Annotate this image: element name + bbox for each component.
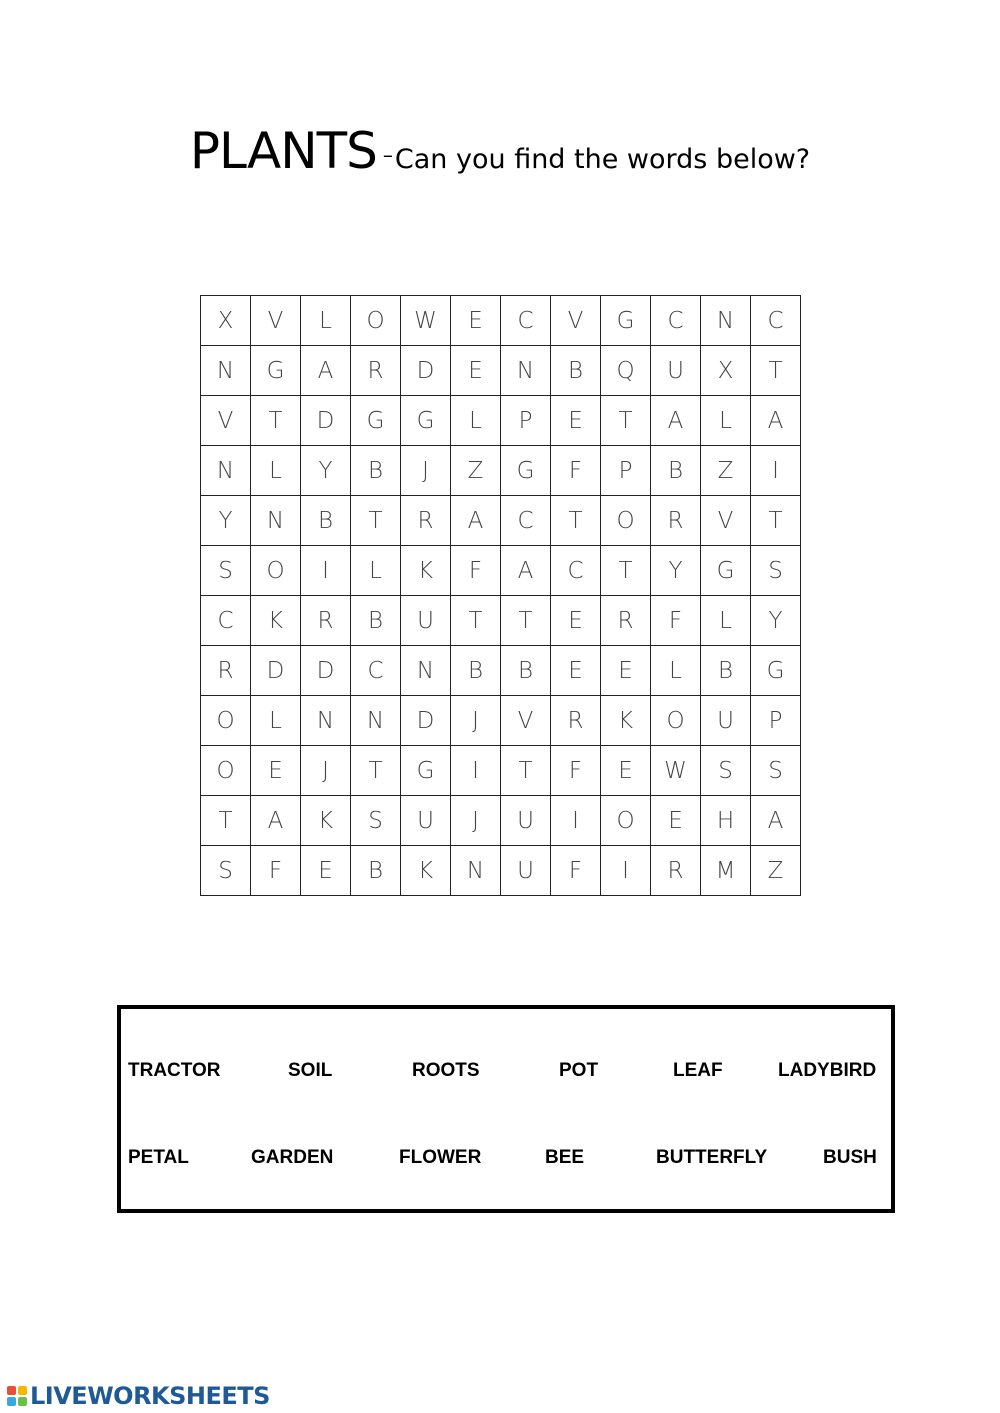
grid-cell[interactable]: C — [651, 296, 701, 346]
logo-square — [18, 1397, 27, 1406]
grid-cell[interactable]: S — [351, 796, 401, 846]
grid-cell[interactable]: C — [351, 646, 401, 696]
grid-cell[interactable]: L — [251, 446, 301, 496]
logo-square — [7, 1386, 16, 1395]
grid-cell[interactable]: U — [401, 796, 451, 846]
grid-cell[interactable]: G — [351, 396, 401, 446]
grid-cell[interactable]: K — [301, 796, 351, 846]
grid-cell[interactable]: I — [751, 446, 801, 496]
grid-cell[interactable]: H — [701, 796, 751, 846]
grid-cell[interactable]: I — [301, 546, 351, 596]
grid-cell[interactable]: J — [451, 796, 501, 846]
grid-cell[interactable]: A — [301, 346, 351, 396]
grid-cell[interactable]: Y — [301, 446, 351, 496]
grid-cell[interactable]: V — [551, 296, 601, 346]
grid-cell[interactable]: A — [751, 396, 801, 446]
grid-cell[interactable]: N — [501, 346, 551, 396]
grid-cell[interactable]: R — [301, 596, 351, 646]
grid-cell[interactable]: U — [701, 696, 751, 746]
grid-cell[interactable]: V — [501, 696, 551, 746]
grid-cell[interactable]: L — [701, 596, 751, 646]
grid-cell[interactable]: K — [401, 546, 451, 596]
grid-cell[interactable]: Y — [651, 546, 701, 596]
grid-cell[interactable]: B — [351, 596, 401, 646]
grid-cell[interactable]: W — [651, 746, 701, 796]
word-list-box — [117, 1005, 895, 1213]
word-soil: SOIL — [288, 1060, 333, 1081]
grid-cell[interactable]: C — [501, 496, 551, 546]
title-main: PLANTS — [189, 122, 377, 180]
word-butterfly: BUTTERFLY — [656, 1147, 768, 1168]
grid-cell[interactable]: P — [601, 446, 651, 496]
grid-cell[interactable]: Y — [201, 496, 251, 546]
word-ladybird: LADYBIRD — [778, 1060, 877, 1081]
grid-cell[interactable]: D — [251, 646, 301, 696]
grid-cell[interactable]: N — [301, 696, 351, 746]
grid-cell[interactable]: B — [351, 846, 401, 896]
grid-cell[interactable]: T — [251, 396, 301, 446]
word-petal: PETAL — [128, 1147, 189, 1168]
grid-cell[interactable]: S — [201, 546, 251, 596]
grid-cell[interactable]: K — [401, 846, 451, 896]
grid-cell[interactable]: Z — [451, 446, 501, 496]
grid-cell[interactable]: N — [701, 296, 751, 346]
grid-cell[interactable]: B — [451, 646, 501, 696]
word-leaf: LEAF — [673, 1060, 723, 1081]
title-dash: – — [382, 143, 393, 167]
page-title — [0, 122, 1000, 180]
grid-cell[interactable]: W — [401, 296, 451, 346]
grid-cell[interactable]: U — [501, 846, 551, 896]
grid-cell[interactable]: C — [201, 596, 251, 646]
grid-cell[interactable]: K — [251, 596, 301, 646]
grid-cell[interactable]: P — [751, 696, 801, 746]
grid-cell[interactable]: Z — [751, 846, 801, 896]
grid-cell[interactable]: F — [251, 846, 301, 896]
grid-cell[interactable]: L — [651, 646, 701, 696]
grid-cell[interactable]: N — [351, 696, 401, 746]
grid-cell[interactable]: N — [401, 646, 451, 696]
logo-square — [18, 1386, 27, 1395]
grid-cell[interactable]: T — [751, 496, 801, 546]
grid-cell[interactable]: J — [301, 746, 351, 796]
grid-cell[interactable]: B — [351, 446, 401, 496]
grid-cell[interactable]: R — [401, 496, 451, 546]
grid-cell[interactable]: E — [301, 846, 351, 896]
grid-cell[interactable]: E — [601, 646, 651, 696]
grid-cell[interactable]: L — [451, 396, 501, 446]
grid-cell[interactable]: Q — [601, 346, 651, 396]
grid-cell[interactable]: T — [501, 746, 551, 796]
grid-cell[interactable]: D — [401, 696, 451, 746]
grid-cell[interactable]: B — [701, 646, 751, 696]
grid-cell[interactable]: C — [551, 546, 601, 596]
grid-cell[interactable]: L — [351, 546, 401, 596]
grid-cell[interactable]: T — [551, 496, 601, 546]
grid-cell[interactable]: X — [201, 296, 251, 346]
word-roots: ROOTS — [412, 1060, 480, 1081]
grid-cell[interactable]: A — [751, 796, 801, 846]
grid-cell[interactable]: N — [201, 346, 251, 396]
word-flower: FLOWER — [399, 1147, 482, 1168]
grid-cell[interactable]: Y — [751, 596, 801, 646]
grid-cell[interactable]: I — [551, 796, 601, 846]
grid-cell[interactable]: C — [751, 296, 801, 346]
grid-cell[interactable]: O — [251, 546, 301, 596]
grid-cell[interactable]: R — [351, 346, 401, 396]
grid-cell[interactable]: T — [751, 346, 801, 396]
grid-cell[interactable]: E — [601, 746, 651, 796]
grid-cell[interactable]: B — [651, 446, 701, 496]
grid-cell[interactable]: T — [601, 396, 651, 446]
grid-cell[interactable]: Z — [701, 446, 751, 496]
grid-cell[interactable]: J — [451, 696, 501, 746]
grid-cell[interactable]: R — [551, 696, 601, 746]
word-search-grid — [200, 295, 801, 896]
grid-cell[interactable]: F — [551, 846, 601, 896]
grid-cell[interactable]: T — [201, 796, 251, 846]
grid-cell[interactable]: V — [201, 396, 251, 446]
grid-cell[interactable]: B — [301, 496, 351, 546]
grid-cell[interactable]: G — [401, 746, 451, 796]
grid-cell[interactable]: E — [651, 796, 701, 846]
grid-cell[interactable]: D — [401, 346, 451, 396]
grid-cell[interactable]: N — [451, 846, 501, 896]
grid-cell[interactable]: J — [401, 446, 451, 496]
grid-cell[interactable]: N — [251, 496, 301, 546]
grid-cell[interactable]: O — [651, 696, 701, 746]
grid-cell[interactable]: T — [501, 596, 551, 646]
grid-cell[interactable]: R — [651, 496, 701, 546]
grid-cell[interactable]: B — [501, 646, 551, 696]
grid-cell[interactable]: O — [601, 796, 651, 846]
grid-cell[interactable]: F — [551, 746, 601, 796]
grid-cell[interactable]: E — [551, 396, 601, 446]
grid-cell[interactable]: N — [201, 446, 251, 496]
grid-cell[interactable]: X — [701, 346, 751, 396]
grid-cell[interactable]: M — [701, 846, 751, 896]
grid-cell[interactable]: G — [251, 346, 301, 396]
grid-cell[interactable]: E — [251, 746, 301, 796]
grid-cell[interactable]: O — [201, 696, 251, 746]
grid-cell[interactable]: L — [301, 296, 351, 346]
title-subtitle: Can you find the words below? — [394, 144, 811, 175]
word-bee: BEE — [545, 1147, 585, 1168]
grid-cell[interactable]: L — [251, 696, 301, 746]
grid-cell[interactable]: G — [501, 446, 551, 496]
grid-cell[interactable]: E — [551, 596, 601, 646]
grid-cell[interactable]: V — [251, 296, 301, 346]
grid-cell[interactable]: G — [401, 396, 451, 446]
grid-cell[interactable]: T — [351, 746, 401, 796]
grid-cell[interactable]: E — [451, 296, 501, 346]
grid-cell[interactable]: F — [651, 596, 701, 646]
grid-cell[interactable]: E — [451, 346, 501, 396]
grid-cell[interactable]: A — [501, 546, 551, 596]
grid-cell[interactable]: G — [601, 296, 651, 346]
grid-cell[interactable]: R — [601, 596, 651, 646]
grid-cell[interactable]: S — [751, 746, 801, 796]
grid-cell[interactable]: C — [501, 296, 551, 346]
grid-cell[interactable]: T — [451, 596, 501, 646]
grid-cell[interactable]: A — [651, 396, 701, 446]
grid-cell[interactable]: S — [701, 746, 751, 796]
grid-cell[interactable]: A — [451, 496, 501, 546]
grid-cell[interactable]: I — [451, 746, 501, 796]
grid-cell[interactable]: L — [701, 396, 751, 446]
grid-cell[interactable]: F — [451, 546, 501, 596]
grid-cell[interactable]: R — [651, 846, 701, 896]
grid-cell[interactable]: P — [501, 396, 551, 446]
grid-cell[interactable]: O — [351, 296, 401, 346]
grid-cell[interactable]: E — [551, 646, 601, 696]
grid-cell[interactable]: F — [551, 446, 601, 496]
grid-cell[interactable]: S — [201, 846, 251, 896]
word-pot: POT — [559, 1060, 599, 1081]
grid-cell[interactable]: T — [351, 496, 401, 546]
grid-cell[interactable]: K — [601, 696, 651, 746]
word-garden: GARDEN — [251, 1147, 334, 1168]
grid-cell[interactable]: S — [751, 546, 801, 596]
grid-cell[interactable]: G — [751, 646, 801, 696]
grid-cell[interactable]: D — [301, 646, 351, 696]
grid-cell[interactable]: B — [551, 346, 601, 396]
grid-cell[interactable]: O — [601, 496, 651, 546]
word-bush: BUSH — [823, 1147, 877, 1168]
grid-cell[interactable]: G — [701, 546, 751, 596]
grid-cell[interactable]: R — [201, 646, 251, 696]
logo-square — [7, 1397, 16, 1406]
grid-cell[interactable]: T — [601, 546, 651, 596]
grid-cell[interactable]: A — [251, 796, 301, 846]
grid-cell[interactable]: I — [601, 846, 651, 896]
liveworksheets-logo-text: LIVEWORKSHEETS — [30, 1382, 270, 1410]
grid-cell[interactable]: U — [401, 596, 451, 646]
liveworksheets-logo-icon — [6, 1385, 28, 1407]
word-tractor: TRACTOR — [128, 1060, 221, 1081]
grid-cell[interactable]: D — [301, 396, 351, 446]
grid-cell[interactable]: U — [501, 796, 551, 846]
grid-cell[interactable]: V — [701, 496, 751, 546]
grid-cell[interactable]: U — [651, 346, 701, 396]
grid-cell[interactable]: O — [201, 746, 251, 796]
liveworksheets-logo[interactable] — [6, 1382, 270, 1410]
